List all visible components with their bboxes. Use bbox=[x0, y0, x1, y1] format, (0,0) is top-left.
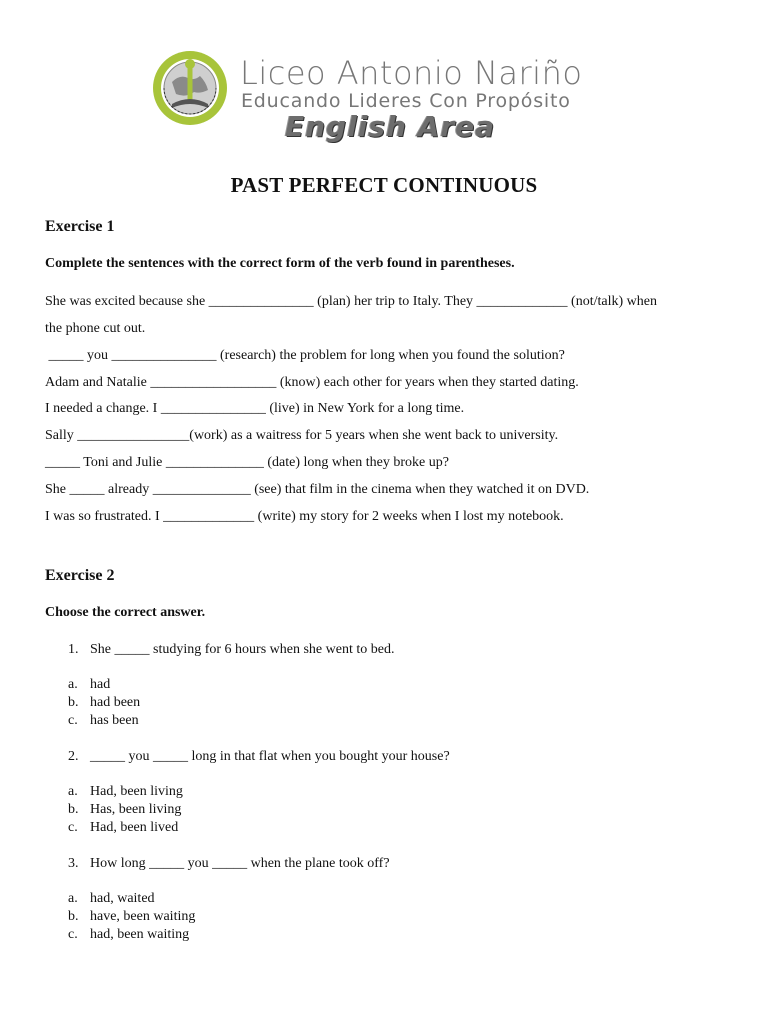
exercise-1-line: I needed a change. I _______________ (live) in New York for a long time. bbox=[45, 401, 465, 416]
exercise-1-instruction: Complete the sentences with the correct form of the verb found in parentheses. bbox=[45, 256, 515, 271]
exercise-2-heading: Exercise 2 bbox=[45, 567, 115, 584]
english-area-label: English Area bbox=[285, 110, 496, 143]
answer-option: a. had bbox=[68, 677, 111, 692]
question-2: 2. _____ you _____ long in that flat when you bought your house? bbox=[68, 749, 450, 764]
answer-option: b. had been bbox=[68, 695, 141, 710]
school-logo-icon bbox=[150, 48, 230, 128]
answer-option: a. had, waited bbox=[68, 891, 155, 906]
exercise-1-line: I was so frustrated. I _____________ (write) my story for 2 weeks when I lost my notebook. bbox=[45, 509, 564, 524]
exercise-1-heading: Exercise 1 bbox=[45, 218, 115, 235]
school-motto: Educando Lideres Con Propósito bbox=[241, 90, 571, 112]
school-header bbox=[150, 46, 620, 151]
question-1: 1. She _____ studying for 6 hours when she went to bed. bbox=[68, 642, 395, 657]
exercise-1-line: _____ you _______________ (research) the problem for long when you found the solution? bbox=[45, 348, 565, 363]
school-name: Liceo Antonio Nariño bbox=[240, 54, 583, 92]
question-3: 3. How long _____ you _____ when the plane took off? bbox=[68, 856, 390, 871]
answer-option: c. has been bbox=[68, 713, 139, 728]
answer-option: b. Has, been living bbox=[68, 802, 182, 817]
page-title: PAST PERFECT CONTINUOUS bbox=[230, 173, 538, 197]
answer-option: b. have, been waiting bbox=[68, 909, 196, 924]
exercise-1-line: Sally ________________(work) as a waitress for 5 years when she went back to university. bbox=[45, 428, 559, 443]
answer-option: c. had, been waiting bbox=[68, 927, 190, 942]
exercise-1-line: She was excited because she _______________ (plan) her trip to Italy. They _____________ (not/talk) when bbox=[45, 294, 657, 309]
exercise-1-line: the phone cut out. bbox=[45, 321, 146, 336]
exercise-1-line: She _____ already ______________ (see) that film in the cinema when they watched it on DVD. bbox=[45, 482, 590, 497]
answer-option: a. Had, been living bbox=[68, 784, 183, 799]
exercise-1-line: Adam and Natalie __________________ (know) each other for years when they started dating. bbox=[45, 375, 579, 390]
exercise-1-line: _____ Toni and Julie ______________ (date) long when they broke up? bbox=[45, 455, 449, 470]
answer-option: c. Had, been lived bbox=[68, 820, 179, 835]
exercise-2-instruction: Choose the correct answer. bbox=[45, 605, 206, 620]
